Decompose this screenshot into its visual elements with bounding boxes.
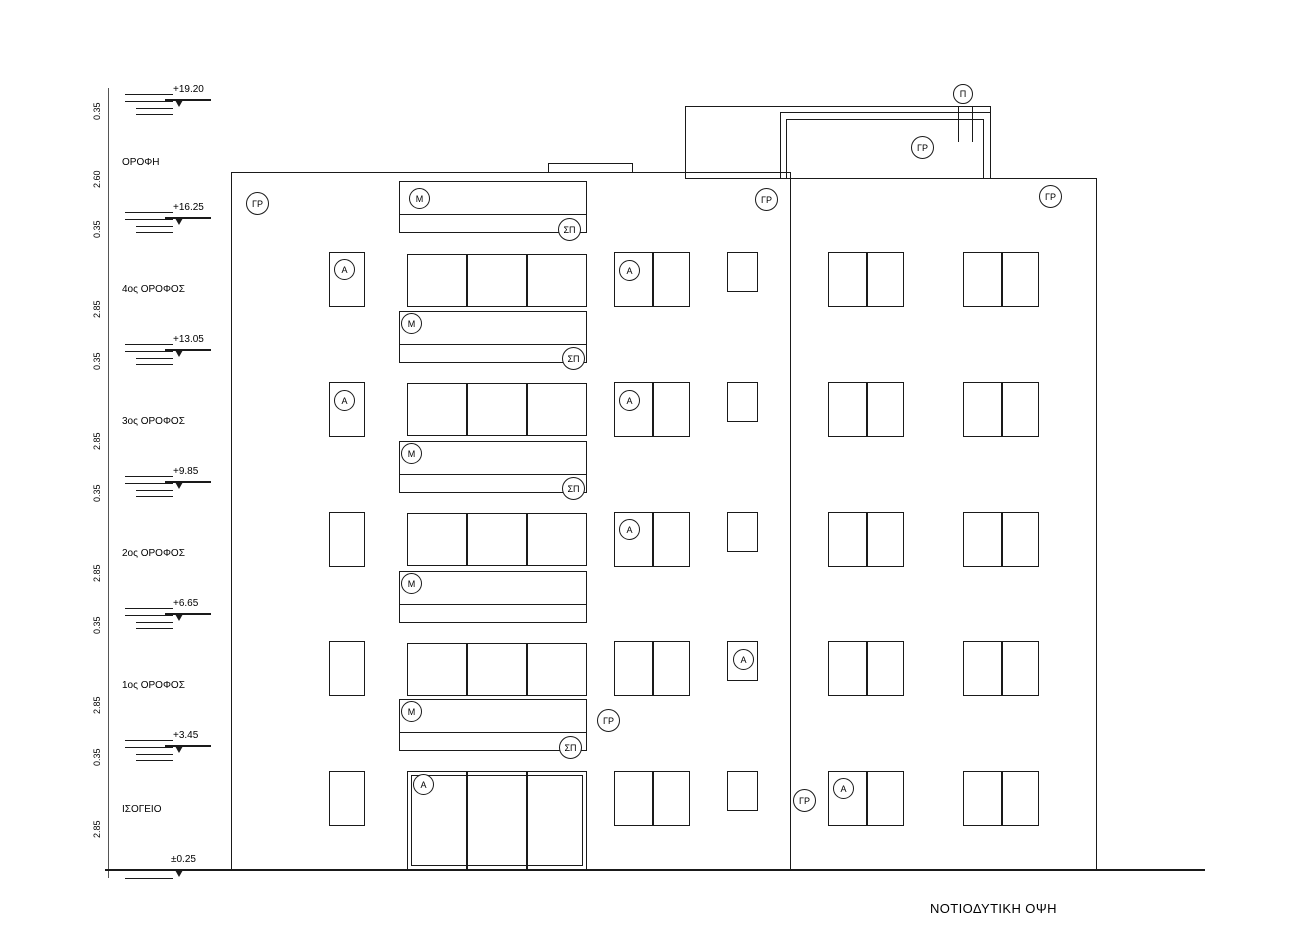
window-rightB-3 [963,382,1039,437]
level-base-6 [165,613,211,615]
level-elevation-16: +16.25 [173,202,204,213]
level-arrow-3 [175,746,183,753]
storey-dim-2: 2.85 [92,564,102,582]
level-arrow-0 [175,870,183,877]
tag-a-rightA-0: Α [833,778,854,799]
storey-label-1: 1ος ΟΡΟΦΟΣ [122,680,185,691]
storey-dim-1: 2.85 [92,696,102,714]
tag-sp-4: ΣΠ [558,218,581,241]
stair-enclosure-inner2 [786,119,984,179]
tag-pi-roof: Π [953,84,973,104]
tag-a-midright-2: Α [619,519,640,540]
tag-a-left-4: Α [334,259,355,280]
storey-label-4: 4ος ΟΡΟΦΟΣ [122,284,185,295]
level-arrow-19 [175,100,183,107]
level-line-0 [125,878,173,879]
balcony-band-1-rail [399,604,587,605]
window-stair-4 [727,252,758,292]
storey-dim-4: 2.85 [92,300,102,318]
level-line-16 [125,212,173,213]
tag-sp-3: ΣΠ [562,347,585,370]
window-stair-2 [727,512,758,552]
level-base-3 [165,745,211,747]
level-arrow-9 [175,482,183,489]
level-line-16d [136,232,173,233]
storey-label-3: 3ος ΟΡΟΦΟΣ [122,416,185,427]
level-line-9 [125,476,173,477]
window-mullion [652,253,654,306]
window-stair-3 [727,382,758,422]
slab-dim-9: 0.35 [92,484,102,502]
window-mullion [466,255,468,306]
tag-m-4: Μ [409,188,430,209]
center-parapet [548,163,633,173]
window-mullion [1001,513,1003,566]
tag-a-midright-3: Α [619,390,640,411]
level-line-9c [136,490,173,491]
tag-a-ground-entrance: Α [413,774,434,795]
antenna-mast-right [972,106,973,142]
level-line-6c [136,622,173,623]
tag-m-0: Μ [401,701,422,722]
window-rightB-4 [963,252,1039,307]
balcony-band-4-rail [399,214,587,215]
window-mullion [652,772,654,825]
window-rightA-1 [828,641,904,696]
tag-gr-roof: ΓΡ [911,136,934,159]
window-stair-0 [727,771,758,811]
balcony-band-0-rail [399,732,587,733]
level-line-9b [125,483,173,484]
window-mullion [466,644,468,695]
tag-a-left-3: Α [334,390,355,411]
tag-sp-2: ΣΠ [562,477,585,500]
slab-dim-3: 0.35 [92,748,102,766]
storey-label-2: 2ος ΟΡΟΦΟΣ [122,548,185,559]
window-center-1 [407,643,587,696]
window-mullion [1001,253,1003,306]
window-left-0 [329,771,365,826]
level-base-13 [165,349,211,351]
window-mullion [652,383,654,436]
window-midright-0 [614,771,690,826]
level-line-19 [125,94,173,95]
window-mullion [526,384,528,435]
level-elevation-3: +3.45 [173,730,199,741]
window-mullion [866,513,868,566]
window-rightB-2 [963,512,1039,567]
balcony-band-2 [399,441,587,493]
tag-gr-right-top: ΓΡ [1039,185,1062,208]
window-mullion [866,383,868,436]
tag-m-2: Μ [401,443,422,464]
tag-a-stair-1: Α [733,649,754,670]
entrance-glazing-ground [407,771,587,870]
antenna-mast-left [958,106,959,142]
level-line-3c [136,754,173,755]
window-mullion [526,514,528,565]
level-line-19d [136,114,173,115]
tag-a-midright-4: Α [619,260,640,281]
level-line-9d [136,496,173,497]
storey-dim-roof: 2.60 [92,170,102,188]
level-line-13d [136,364,173,365]
level-line-6 [125,608,173,609]
slab-dim-6: 0.35 [92,616,102,634]
level-base-9 [165,481,211,483]
tag-gr-low-right: ΓΡ [793,789,816,812]
balcony-band-2-rail [399,474,587,475]
tag-gr-left-top: ΓΡ [246,192,269,215]
slab-dim-13: 0.35 [92,352,102,370]
drawing-title: ΝΟΤΙΟΔΥΤΙΚΗ ΟΨΗ [930,901,1057,916]
window-rightA-2 [828,512,904,567]
entrance-frame-inner [411,775,583,866]
level-line-13b [125,351,173,352]
window-rightA-3 [828,382,904,437]
level-elevation-0: ±0.25 [171,854,196,865]
window-center-3 [407,383,587,436]
window-mullion [526,644,528,695]
level-arrow-16 [175,218,183,225]
level-arrow-6 [175,614,183,621]
window-mullion [1001,772,1003,825]
window-mullion [1001,383,1003,436]
level-elevation-19: +19.20 [173,84,204,95]
level-line-19c [136,108,173,109]
window-mullion [526,255,528,306]
level-arrow-13 [175,350,183,357]
level-elevation-6: +6.65 [173,598,199,609]
tag-gr-center-top: ΓΡ [755,188,778,211]
window-mullion [866,253,868,306]
window-mullion [652,642,654,695]
window-center-4 [407,254,587,307]
window-rightB-0 [963,771,1039,826]
window-left-2 [329,512,365,567]
balcony-band-3-rail [399,344,587,345]
window-midright-1 [614,641,690,696]
tag-m-3: Μ [401,313,422,334]
level-line-19b [125,101,173,102]
window-mullion [466,384,468,435]
level-base-16 [165,217,211,219]
balcony-band-3 [399,311,587,363]
window-mullion [866,642,868,695]
level-line-3d [136,760,173,761]
storey-dim-3: 2.85 [92,432,102,450]
window-left-1 [329,641,365,696]
level-line-13c [136,358,173,359]
slab-dim-19: 0.35 [92,102,102,120]
level-line-6d [136,628,173,629]
window-mullion [652,513,654,566]
level-line-16b [125,219,173,220]
storey-label-0: ΙΣΟΓΕΙΟ [122,804,162,815]
tag-m-1: Μ [401,573,422,594]
level-elevation-9: +9.85 [173,466,199,477]
window-mullion [1001,642,1003,695]
window-center-2 [407,513,587,566]
tag-sp-0: ΣΠ [559,736,582,759]
window-mullion [466,514,468,565]
level-base-19 [165,99,211,101]
level-line-3b [125,747,173,748]
window-rightA-4 [828,252,904,307]
storey-label-roof: ΟΡΟΦΗ [122,157,160,168]
level-line-3 [125,740,173,741]
slab-dim-16: 0.35 [92,220,102,238]
dimension-spine [108,88,109,878]
level-line-6b [125,615,173,616]
balcony-band-1 [399,571,587,623]
level-line-13 [125,344,173,345]
level-line-16c [136,226,173,227]
window-mullion [866,772,868,825]
tag-gr-mid: ΓΡ [597,709,620,732]
level-elevation-13: +13.05 [173,334,204,345]
window-rightB-1 [963,641,1039,696]
storey-dim-0: 2.85 [92,820,102,838]
